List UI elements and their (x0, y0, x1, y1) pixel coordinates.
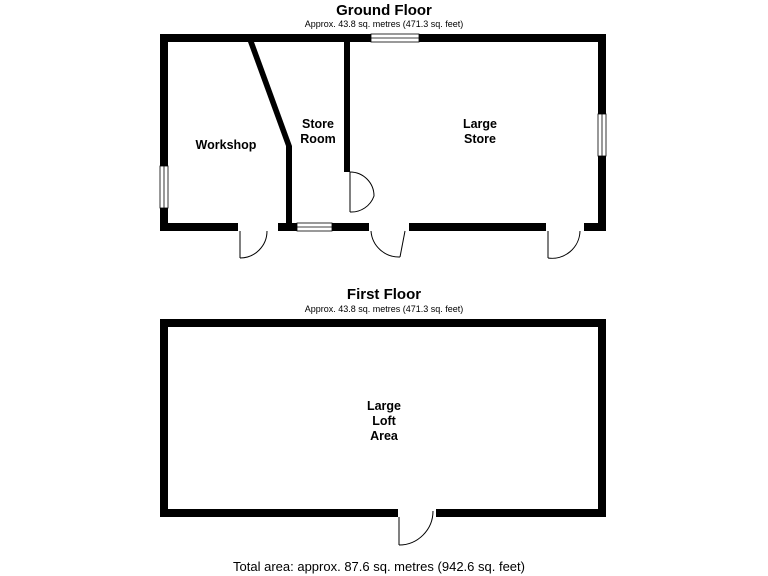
ground-wall-right-lower (598, 156, 606, 231)
first-floor-title: First Floor (346, 286, 422, 303)
first-wall-top (160, 319, 606, 327)
large-store-label-line2: Store (464, 132, 496, 146)
total-area: Total area: approx. 87.6 sq. metres (942.6 sq. feet) (233, 559, 525, 574)
door-workshop (240, 231, 267, 258)
loft-label-line3: Area (370, 429, 398, 443)
ground-wall-left-upper (160, 34, 168, 166)
first-wall-bottom-right (436, 509, 606, 517)
first-floor-area: Approx. 43.8 sq. metres (471.3 sq. feet) (304, 304, 464, 314)
window-right (598, 114, 606, 156)
store-room-partition (344, 42, 350, 172)
ground-floor-area: Approx. 43.8 sq. metres (471.3 sq. feet) (304, 19, 464, 29)
loft-label-line1: Large (366, 399, 402, 413)
ground-wall-bottom-4 (409, 223, 546, 231)
door-large-store-left (371, 231, 405, 257)
workshop-label: Workshop (195, 138, 257, 152)
workshop-diagonal-wall (248, 42, 292, 146)
ground-floor-title: Ground Floor (336, 2, 432, 19)
ground-wall-bottom-3 (332, 223, 369, 231)
store-room-label-line2: Room (300, 132, 336, 146)
first-wall-right (598, 319, 606, 517)
large-store-label-line1: Large (462, 117, 498, 131)
ground-wall-right-upper (598, 34, 606, 114)
ground-wall-top-right (419, 34, 606, 42)
store-room-label-line1: Store (302, 117, 334, 131)
window-left (160, 166, 168, 208)
loft-label-line2: Loft (372, 414, 396, 428)
ground-wall-top-left (160, 34, 371, 42)
first-wall-left (160, 319, 168, 517)
workshop-store-partition (286, 146, 292, 223)
window-top (371, 34, 419, 42)
ground-wall-bottom-1 (160, 223, 238, 231)
door-large-store-right (548, 231, 580, 258)
ground-wall-bottom-5 (584, 223, 606, 231)
ground-wall-bottom-2 (278, 223, 297, 231)
window-bottom (297, 223, 332, 231)
first-wall-bottom-left (160, 509, 398, 517)
door-store-room (350, 172, 374, 212)
door-loft (399, 511, 433, 545)
